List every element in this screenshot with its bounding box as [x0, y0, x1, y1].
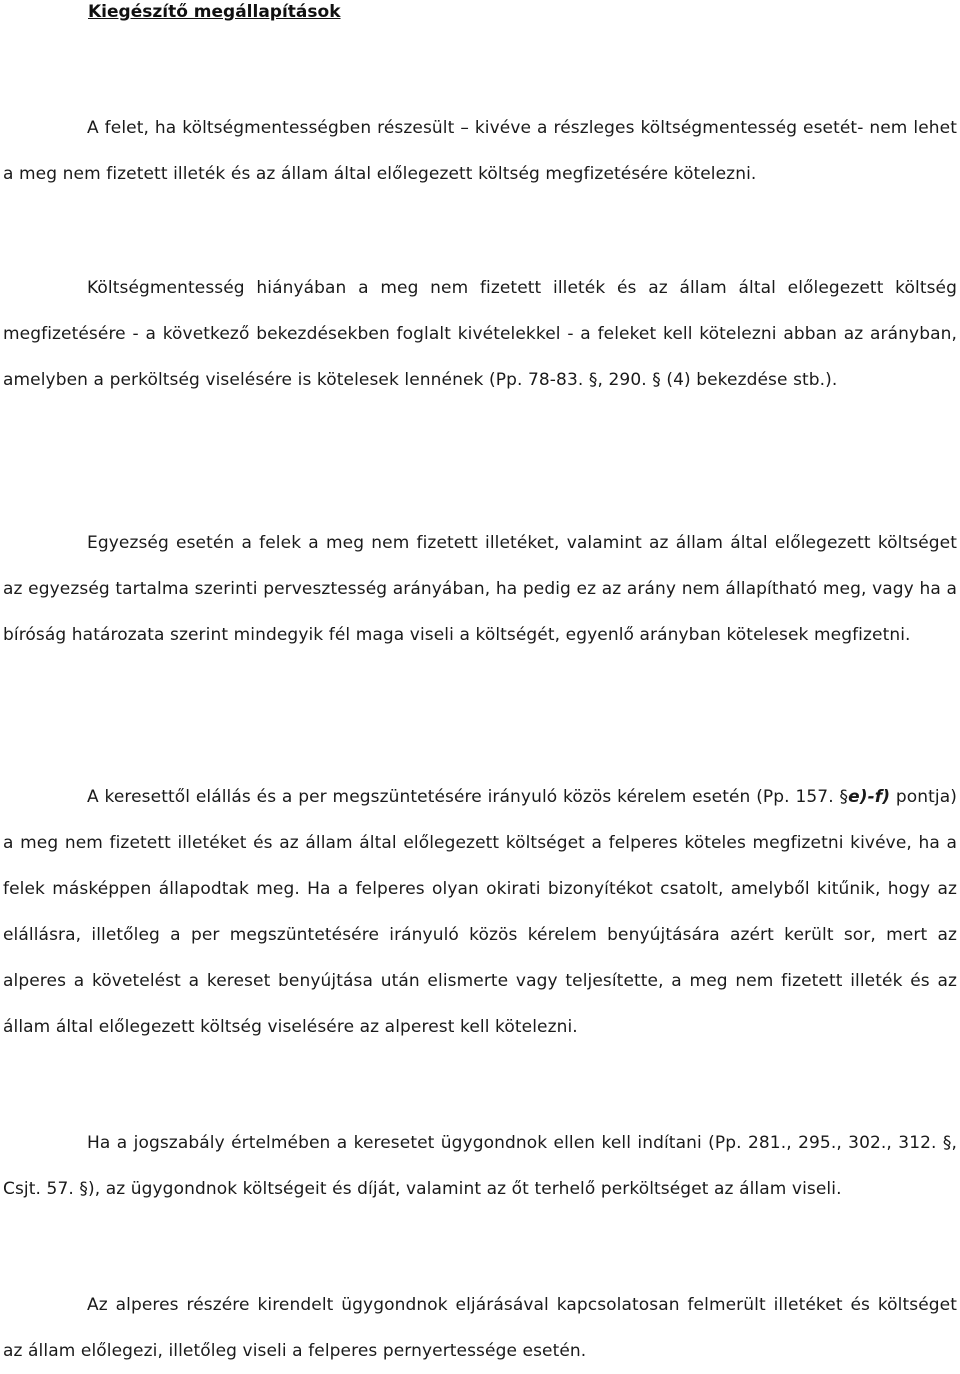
section-heading: Kiegészítő megállapítások [88, 2, 341, 22]
paragraph-3: Egyezség esetén a felek a meg nem fizetett illetéket, valamint az állam által előlegezett költséget az egyezség tartalma szerinti pervesztesség arányában, ha pedig ez az arány nem állapítható meg, vagy ha a bíróság határozata szerint mindegyik fél maga viseli a költségét, egyenlő arányban kötelesek megfizetni. [3, 533, 957, 645]
paragraph-4-part-a: A keresettől elállás és a per megszüntetésére irányuló közös kérelem esetén (Pp. 157. § [87, 787, 849, 807]
paragraph-1: A felet, ha költségmentességben részesült – kivéve a részleges költségmentesség esetét- nem lehet a meg nem fizetett illeték és az állam által előlegezett költség megfizetésére kötelezni. [3, 118, 957, 184]
paragraph-5: Ha a jogszabály értelmében a keresetet ügygondnok ellen kell indítani (Pp. 281., 295., 302., 312. §, Csjt. 57. §), az ügygondnok költségeit és díját, valamint az őt terhelő perköltséget az állam viseli. [3, 1133, 957, 1199]
paragraph-4-emphasis: e)-f) [848, 787, 891, 807]
paragraph-4 [3, 774, 957, 1050]
paragraph-4-part-b: pontja) a meg nem fizetett illetéket és az állam által előlegezett költséget a felperes köteles megfizetni kivéve, ha a felek másképpen állapodtak meg. Ha a felperes olyan okirati bizonyítékot csatolt, amelyből kitűnik, hogy az elállásra, illetőleg a per megszüntetésére irányuló közös kérelem benyújtására azért került sor, mert az alperes a követelést a kereset benyújtása után elismerte vagy teljesítette, a meg nem fizetett illeték és az állam által előlegezett költség viselésére az alperest kell kötelezni. [3, 787, 958, 1037]
paragraph-2: Költségmentesség hiányában a meg nem fizetett illeték és az állam által előlegezett költség megfizetésére - a következő bekezdésekben foglalt kivételekkel - a feleket kell kötelezni abban az arányban, amelyben a perköltség viselésére is kötelesek lennének (Pp. 78-83. §, 290. § (4) bekezdése stb.). [3, 278, 957, 390]
paragraph-6: Az alperes részére kirendelt ügygondnok eljárásával kapcsolatosan felmerült illetéket és költséget az állam előlegezi, illetőleg viseli a felperes pernyertessége esetén. [3, 1295, 957, 1361]
